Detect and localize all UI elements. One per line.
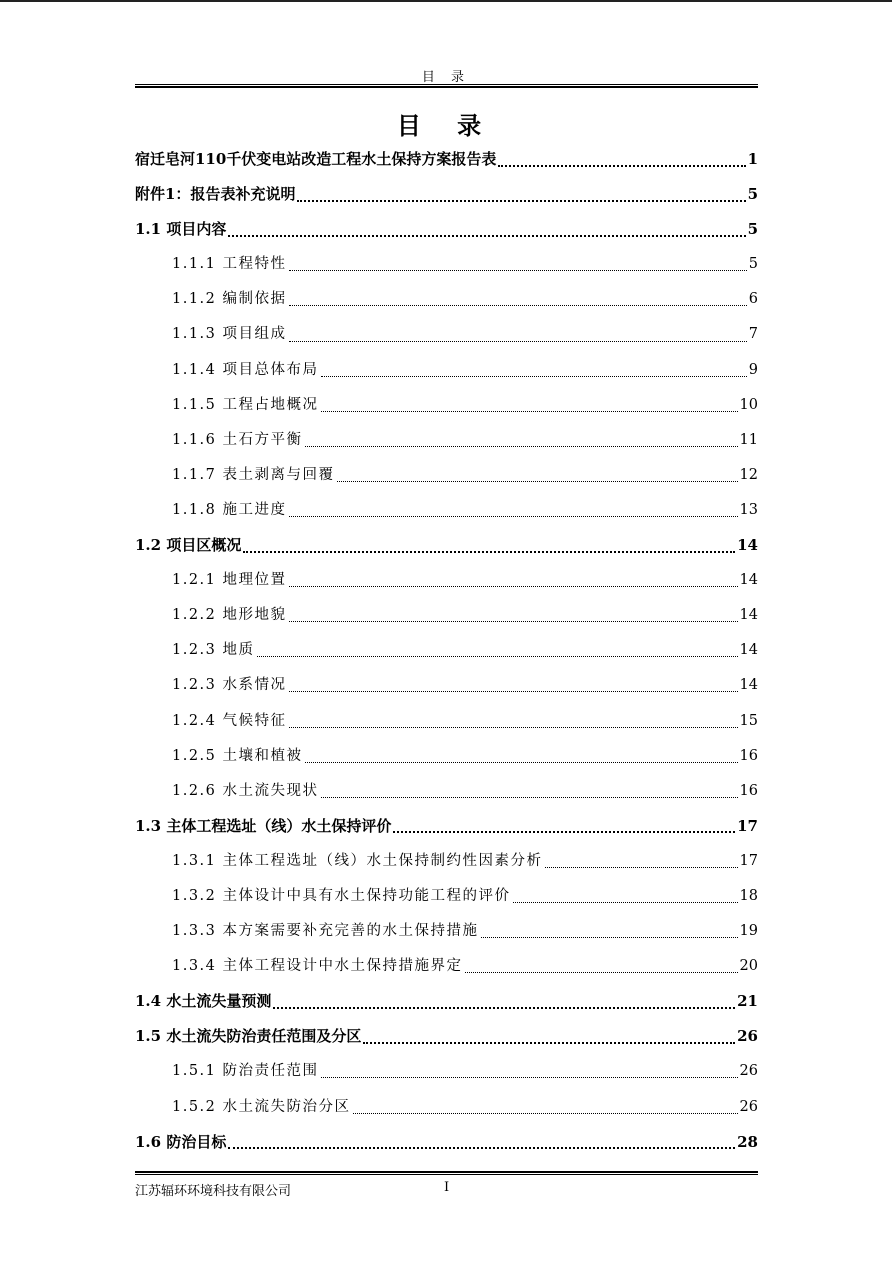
toc-entry[interactable] <box>135 1019 758 1054</box>
toc-entry-page: 26 <box>739 1063 758 1080</box>
toc-entry[interactable] <box>135 388 758 423</box>
toc-entry-label: 1.1.1 工程特性 <box>172 256 287 273</box>
toc-entry-page: 14 <box>739 677 758 694</box>
toc-entry[interactable] <box>135 914 758 949</box>
toc-entry-label: 宿迁皂河110千伏变电站改造工程水土保持方案报告表 <box>135 150 497 168</box>
toc-leader-dots <box>289 341 747 342</box>
toc-entry-label: 1.2.1 地理位置 <box>172 572 287 589</box>
toc-entry-page: 9 <box>748 361 758 378</box>
toc-entry-label: 1.2.5 土壤和植被 <box>172 747 303 764</box>
toc-entry-page: 11 <box>739 431 758 448</box>
toc-leader-dots <box>321 376 747 377</box>
toc-entry[interactable] <box>135 633 758 668</box>
toc-entry[interactable] <box>135 353 758 388</box>
toc-leader-dots <box>513 902 738 903</box>
toc-entry-label: 1.2.2 地形地貌 <box>172 607 287 624</box>
footer-company: 江苏辐环环境科技有限公司 <box>135 1184 292 1199</box>
toc-entry[interactable] <box>135 493 758 528</box>
toc-leader-dots <box>289 621 738 622</box>
toc-leader-dots <box>297 200 745 202</box>
toc-entry-page: 14 <box>739 642 758 659</box>
toc-entry[interactable] <box>135 668 758 703</box>
toc-entry[interactable] <box>135 423 758 458</box>
toc-entry[interactable] <box>135 704 758 739</box>
toc-leader-dots <box>273 1007 735 1009</box>
toc-entry-label: 1.5.2 水土流失防治分区 <box>172 1098 351 1115</box>
toc-entry[interactable] <box>135 282 758 317</box>
toc-entry[interactable] <box>135 1090 758 1125</box>
toc-leader-dots <box>289 305 747 306</box>
toc-leader-dots <box>393 831 735 833</box>
toc-entry-page: 6 <box>748 291 758 308</box>
toc-entry-label: 1.3.4 主体工程设计中水土保持措施界定 <box>172 958 463 975</box>
toc-entry[interactable] <box>135 247 758 282</box>
toc-entry[interactable] <box>135 212 758 247</box>
toc-leader-dots <box>337 481 738 482</box>
toc-entry-page: 1 <box>747 150 758 168</box>
toc-entry[interactable] <box>135 844 758 879</box>
toc-leader-dots <box>305 446 738 447</box>
toc-leader-dots <box>289 691 738 692</box>
running-header: 目 录 <box>421 70 471 85</box>
toc-entry-page: 5 <box>747 185 758 204</box>
toc-entry[interactable] <box>135 1125 758 1160</box>
toc-entry-label: 1.1.8 施工进度 <box>172 501 287 518</box>
toc-entry-label: 1.5.1 防治责任范围 <box>172 1063 319 1080</box>
toc-entry-page: 19 <box>739 923 758 940</box>
toc-entry-page: 16 <box>739 782 758 799</box>
toc-entry-page: 5 <box>747 220 758 239</box>
toc-entry-label: 附件1：报告表补充说明 <box>135 185 296 204</box>
toc-leader-dots <box>305 762 738 763</box>
header-rule <box>135 84 758 88</box>
toc-entry-page: 5 <box>748 256 758 273</box>
toc-leader-dots <box>228 235 745 237</box>
toc-entry-label: 1.4 水土流失量预测 <box>135 992 272 1011</box>
toc-entry[interactable] <box>135 177 758 212</box>
toc-entry-page: 14 <box>739 607 758 624</box>
toc-entry-page: 16 <box>739 747 758 764</box>
toc-leader-dots <box>545 867 738 868</box>
toc-entry[interactable] <box>135 809 758 844</box>
toc-entry-page: 14 <box>739 572 758 589</box>
toc-leader-dots <box>321 1077 738 1078</box>
toc-entry[interactable] <box>135 774 758 809</box>
toc-entry-label: 1.6 防治目标 <box>135 1132 227 1151</box>
footer-rule <box>135 1171 758 1175</box>
toc-entry[interactable] <box>135 1054 758 1089</box>
toc-entry-label: 1.3.1 主体工程选址（线）水土保持制约性因素分析 <box>172 852 543 869</box>
toc-entry[interactable] <box>135 563 758 598</box>
toc-leader-dots <box>289 516 738 517</box>
toc-entry[interactable] <box>135 984 758 1019</box>
toc-leader-dots <box>289 270 747 271</box>
toc-entry-label: 1.3 主体工程选址（线）水土保持评价 <box>135 816 392 835</box>
toc-entry[interactable] <box>135 879 758 914</box>
toc-entry-label: 1.3.3 本方案需要补充完善的水土保持措施 <box>172 923 479 940</box>
toc-entry[interactable] <box>135 949 758 984</box>
toc-entry-page: 21 <box>737 992 758 1011</box>
toc-leader-dots <box>243 551 735 553</box>
toc-entry-label: 1.5 水土流失防治责任范围及分区 <box>135 1027 362 1046</box>
toc-entry-page: 28 <box>737 1132 758 1151</box>
toc-entry-page: 17 <box>739 852 758 869</box>
toc-title: 目 录 <box>396 111 496 140</box>
toc-entry-label: 1.2 项目区概况 <box>135 536 242 555</box>
toc-entry[interactable] <box>135 458 758 493</box>
toc-entry-label: 1.1.6 土石方平衡 <box>172 431 303 448</box>
toc-entry[interactable] <box>135 317 758 352</box>
toc-leader-dots <box>321 797 738 798</box>
toc-entry-page: 12 <box>739 466 758 483</box>
toc-entry-page: 10 <box>739 396 758 413</box>
toc-leader-dots <box>353 1113 738 1114</box>
toc-entry-label: 1.2.3 地质 <box>172 642 255 659</box>
toc-leader-dots <box>465 972 738 973</box>
toc-entry-page: 18 <box>739 887 758 904</box>
toc-entry-label: 1.1.2 编制依据 <box>172 291 287 308</box>
toc-entry-label: 1.3.2 主体设计中具有水土保持功能工程的评价 <box>172 887 511 904</box>
toc-entry[interactable] <box>135 739 758 774</box>
toc-entry-page: 14 <box>737 536 758 555</box>
toc-entry[interactable] <box>135 528 758 563</box>
toc-entry-label: 1.2.4 气候特征 <box>172 712 287 729</box>
toc-leader-dots <box>498 165 745 167</box>
toc-entry-page: 13 <box>739 501 758 518</box>
toc-leader-dots <box>363 1042 735 1044</box>
toc-leader-dots <box>289 727 738 728</box>
toc-entry-page: 26 <box>739 1098 758 1115</box>
toc-entry-label: 1.1 项目内容 <box>135 220 227 239</box>
toc-entry[interactable] <box>135 142 758 177</box>
toc-entry-label: 1.2.3 水系情况 <box>172 677 287 694</box>
table-of-contents <box>135 142 758 1160</box>
toc-entry-page: 17 <box>737 816 758 835</box>
toc-entry-label: 1.1.4 项目总体布局 <box>172 361 319 378</box>
toc-leader-dots <box>481 937 738 938</box>
footer-page-number: I <box>444 1180 450 1195</box>
toc-entry-label: 1.1.5 工程占地概况 <box>172 396 319 413</box>
toc-entry[interactable] <box>135 598 758 633</box>
toc-entry-label: 1.1.7 表土剥离与回覆 <box>172 466 335 483</box>
toc-leader-dots <box>289 586 738 587</box>
toc-entry-label: 1.1.3 项目组成 <box>172 326 287 343</box>
toc-entry-page: 15 <box>739 712 758 729</box>
toc-entry-page: 26 <box>737 1027 758 1046</box>
toc-entry-label: 1.2.6 水土流失现状 <box>172 782 319 799</box>
toc-leader-dots <box>228 1147 735 1149</box>
toc-leader-dots <box>321 411 738 412</box>
toc-leader-dots <box>257 656 738 657</box>
toc-entry-page: 20 <box>739 958 758 975</box>
toc-entry-page: 7 <box>748 326 758 343</box>
